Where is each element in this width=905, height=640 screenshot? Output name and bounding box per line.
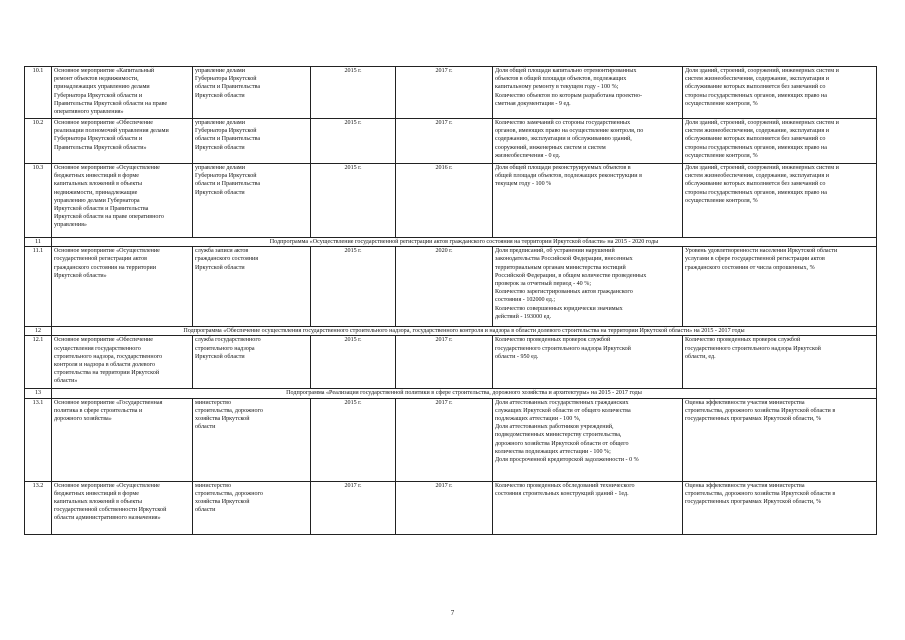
direct-result-line: подлежащих аттестации - 100 %, [495, 416, 581, 423]
event-name-line: ремонт объектов недвижимости, [54, 76, 139, 83]
event-name-line: Иркутской области на праве оперативного [54, 214, 164, 221]
direct-result-line: Доля просроченной кредиторской задолженности - 0 % [495, 457, 639, 464]
direct-result-line: Количество замечаний со стороны государственных [495, 120, 631, 126]
final-indicator-line: обслуживание которых выполняется без замечаний со [685, 181, 826, 188]
final-indicator-line: строительства, дорожного хозяйства Иркутской области в [685, 407, 836, 414]
executor-line: Иркутской области [195, 353, 245, 360]
table-row [25, 164, 877, 238]
event-name-line: Основное мероприятие «Осуществление [54, 482, 160, 489]
direct-result-line: Количество объектов по которым разработана проектно- [495, 92, 643, 99]
executor [193, 481, 311, 534]
final-indicator-line: гражданского состояния от числа опрошенных, % [685, 264, 815, 271]
direct-result [493, 164, 683, 238]
direct-result-line: состояния строительных конструкций зданий - 1ед. [495, 490, 629, 497]
end-year: 2017 г. [396, 398, 493, 481]
direct-result [493, 336, 683, 389]
final-indicator-line: Доля зданий, строений, сооружений, инженерных систем и [685, 120, 839, 126]
executor-line: Иркутской области [195, 92, 245, 99]
direct-result-line: Количество проведенных проверок службой [495, 337, 611, 344]
row-number: 10.1 [25, 67, 52, 119]
executor-line: области [195, 507, 216, 514]
executor-line: служба записи актов [195, 248, 249, 255]
executor-line: хозяйства Иркутской [195, 499, 250, 506]
direct-result-line: области - 950 ед. [495, 353, 539, 360]
event-name-line: бюджетных инвестиций в форме [54, 490, 139, 497]
executor-line: строительства, дорожного [195, 407, 263, 414]
row-number: 13.1 [25, 398, 52, 481]
event-name [52, 336, 193, 389]
direct-result-line: Доля предписаний, об устранении нарушений [495, 248, 615, 255]
executor-line: Иркутской области [195, 264, 245, 271]
final-indicator [683, 67, 877, 119]
subprogram-row [25, 238, 877, 247]
final-indicator-line: стороны государственных органов, имеющих право на [685, 189, 827, 196]
page-number: 7 [450, 609, 455, 617]
direct-result-line: органов, имеющих право на осуществление контроля, по [495, 128, 644, 135]
executor [193, 67, 311, 119]
table-row [25, 67, 877, 119]
direct-result-line: проверок за отчетный период - 40 %; [495, 281, 592, 288]
row-number: 12 [25, 327, 52, 336]
executor-line: области [195, 424, 216, 431]
table-row [25, 119, 877, 164]
final-indicator-line: Доля зданий, строений, сооружений, инженерных систем и [685, 165, 839, 171]
direct-result-line: состояния - 102000 ед.; [495, 297, 556, 304]
subprogram-title: Подпрограмма «Обеспечение осуществления государственного строительного надзора, государственного контроля и надзора в области долевого строительства на территории Иркутской области» на 2015 - 2017 годы [52, 327, 877, 336]
event-name-line: недвижимости, принадлежащие [54, 189, 138, 196]
table-row [25, 336, 877, 389]
final-indicator-line: области, ед. [685, 353, 716, 360]
final-indicator-line: осуществление контроля, % [685, 197, 758, 204]
direct-result-line: Доля аттестованных государственных гражданских [495, 399, 629, 406]
final-indicator-line: осуществление контроля, % [685, 100, 758, 107]
final-indicator [683, 398, 877, 481]
end-year: 2017 г. [396, 119, 493, 164]
executor-line: управление делами [195, 165, 246, 171]
direct-result-line: общей площади объектов, подлежащих реконструкции в [495, 173, 642, 180]
row-number: 11 [25, 238, 52, 247]
event-name-line: Правительства Иркутской области» [54, 144, 147, 151]
event-name [52, 398, 193, 481]
event-name-line: оперативного управления» [54, 109, 124, 116]
event-name-line: управлению делами Губернатора [54, 197, 140, 204]
event-name [52, 481, 193, 534]
final-indicator-line: систем жизнеобеспечения, содержание, эксплуатация и [685, 173, 829, 180]
executor-line: хозяйства Иркутской [195, 416, 250, 423]
direct-result-line: законодательства Российской Федерации, внесенных [495, 256, 633, 263]
executor-line: области и Правительства [195, 136, 261, 143]
final-indicator-line: услугами в сфере государственной регистрации актов [685, 256, 825, 263]
final-indicator-line: стороны государственных органов, имеющих право на [685, 144, 827, 151]
final-indicator-line: Количество проведенных проверок службой [685, 337, 801, 344]
event-name-line: контроля и надзора в области долевого [54, 362, 156, 369]
executor-line: строительства, дорожного [195, 490, 263, 497]
executor-line: министерство [195, 482, 232, 489]
final-indicator-line: Уровень удовлетворенности населения Иркутской области [685, 248, 838, 255]
row-number: 10.2 [25, 119, 52, 164]
final-indicator [683, 247, 877, 327]
event-name-line: дорожного хозяйства» [54, 416, 112, 423]
subprogram-row [25, 327, 877, 336]
executor-line: управление делами [195, 68, 246, 74]
table-row [25, 398, 877, 481]
start-year: 2015 г. [311, 336, 396, 389]
event-name-line: Основное мероприятие «Государственная [54, 399, 163, 406]
direct-result-line: жизнеобеспечения - 0 ед. [495, 152, 561, 159]
event-name-line: управления» [54, 222, 87, 229]
event-name-line: области административного назначения» [54, 515, 161, 522]
row-number: 13 [25, 389, 52, 398]
executor [193, 119, 311, 164]
subprogram-title: Подпрограмма «Реализация государственной политики в сфере строительства, дорожного хозяйства и архитектуры» на 2015 - 2017 годы [52, 389, 877, 398]
executor-line: области и Правительства [195, 84, 261, 91]
executor-line: министерство [195, 399, 232, 406]
event-name-line: бюджетных инвестиций в форме [54, 173, 139, 180]
end-year: 2017 г. [396, 67, 493, 119]
final-indicator-line: систем жизнеобеспечения, содержание, эксплуатация и [685, 76, 829, 83]
final-indicator-line: государственного строительного надзора Иркутской [685, 345, 821, 352]
direct-result [493, 67, 683, 119]
event-name [52, 67, 193, 119]
event-name-line: политика в сфере строительства и [54, 407, 143, 414]
event-name-line: капитальных вложений в объекты [54, 499, 143, 506]
direct-result-line: сметная документация - 9 ед. [495, 100, 571, 107]
event-name [52, 247, 193, 327]
final-indicator-line: осуществление контроля, % [685, 152, 758, 159]
final-indicator-line: обслуживание которых выполняется без замечаний со [685, 136, 826, 143]
direct-result-line: объектов в общей площади объектов, подлежащих [495, 76, 627, 83]
executor-line: гражданского состояния [195, 256, 259, 263]
event-name-line: Иркутской области» [54, 272, 107, 279]
row-number: 12.1 [25, 336, 52, 389]
event-name-line: строительства на территории Иркутской [54, 370, 160, 377]
start-year: 2015 г. [311, 119, 396, 164]
table-row [25, 481, 877, 534]
executor-line: Иркутской области [195, 189, 245, 196]
event-name-line: Губернатора Иркутской области и [54, 92, 143, 99]
direct-result [493, 119, 683, 164]
subprogram-title: Подпрограмма «Осуществление государственной регистрации актов гражданского состояния на территории Иркутской области» на 2015 - 2020 годы [52, 238, 877, 247]
start-year: 2017 г. [311, 481, 396, 534]
subprogram-row [25, 389, 877, 398]
direct-result-line: Количество проведенных обследований технического [495, 482, 635, 489]
executor [193, 398, 311, 481]
executor-line: служба государственного [195, 337, 261, 344]
executor-line: области и Правительства [195, 181, 261, 188]
event-name-line: Основное мероприятие «Осуществление [54, 248, 160, 255]
executor-line: Иркутской области [195, 144, 245, 151]
direct-result-line: капитальному ремонту в текущем году - 100 %; [495, 84, 619, 91]
event-name-line: реализации полномочий управления делами [54, 128, 169, 135]
direct-result-line: содержанию, эксплуатации и обслуживанию зданий, [495, 136, 632, 143]
event-name [52, 119, 193, 164]
event-name-line: области» [54, 378, 78, 385]
final-indicator-line: строительства, дорожного хозяйства Иркутской области в [685, 490, 836, 497]
executor [193, 336, 311, 389]
start-year: 2015 г. [311, 398, 396, 481]
final-indicator-line: стороны государственных органов, имеющих право на [685, 92, 827, 99]
direct-result [493, 398, 683, 481]
event-name-line: гражданского состояния на территории [54, 264, 157, 271]
event-name-line: Губернатора Иркутской области и [54, 136, 143, 143]
direct-result [493, 247, 683, 327]
event-name-line: строительного надзора, государственного [54, 353, 163, 360]
end-year: 2017 г. [396, 336, 493, 389]
final-indicator-line: Доля зданий, строений, сооружений, инженерных систем и [685, 68, 839, 74]
event-name-line: Иркутской области и Правительства [54, 206, 149, 213]
direct-result-line: Российской Федерации, в общем количестве проведенных [495, 272, 647, 279]
final-indicator-line: государственных программах Иркутской области, % [685, 416, 822, 423]
executor [193, 247, 311, 327]
program-table [24, 66, 877, 535]
direct-result-line: Количество совершенных юридически значимых [495, 305, 623, 312]
final-indicator-line: Оценка эффективности участия министерства [685, 399, 805, 406]
event-name-line: Правительства Иркутской области на праве [54, 100, 168, 107]
direct-result-line: Доля аттестованных работников учреждений, [495, 424, 614, 431]
direct-result-line: дорожного хозяйства Иркутской области от общего [495, 440, 629, 447]
final-indicator [683, 336, 877, 389]
table-row [25, 247, 877, 327]
direct-result-line: сооружений, инженерных систем и систем [495, 144, 606, 151]
executor-line: Губернатора Иркутской [195, 76, 257, 83]
executor-line: Губернатора Иркутской [195, 173, 257, 180]
end-year: 2016 г. [396, 164, 493, 238]
executor-line: строительного надзора [195, 345, 255, 352]
event-name-line: осуществления государственного [54, 345, 141, 352]
final-indicator [683, 481, 877, 534]
event-name-line: капитальных вложений в объекты [54, 181, 143, 188]
direct-result [493, 481, 683, 534]
direct-result-line: текущем году - 100 % [495, 181, 552, 188]
event-name [52, 164, 193, 238]
event-name-line: Основное мероприятие «Осуществление [54, 165, 160, 171]
end-year: 2017 г. [396, 481, 493, 534]
event-name-line: государственной собственности Иркутской [54, 507, 167, 514]
direct-result-line: количества подлежащих аттестации - 100 %; [495, 448, 611, 455]
end-year: 2020 г. [396, 247, 493, 327]
start-year: 2015 г. [311, 67, 396, 119]
final-indicator-line: государственных программах Иркутской области, % [685, 499, 822, 506]
start-year: 2015 г. [311, 247, 396, 327]
executor-line: Губернатора Иркутской [195, 128, 257, 135]
event-name-line: государственной регистрации актов [54, 256, 148, 263]
direct-result-line: государственного строительного надзора Иркутской [495, 345, 631, 352]
executor [193, 164, 311, 238]
event-name-line: Основное мероприятие «Капитальный [54, 68, 155, 74]
direct-result-line: Доля общей площади капитально отремонтированных [495, 68, 637, 74]
row-number: 11.1 [25, 247, 52, 327]
event-name-line: Основное мероприятие «Обеспечение [54, 337, 153, 344]
final-indicator-line: систем жизнеобеспечения, содержание, эксплуатация и [685, 128, 829, 135]
event-name-line: Основное мероприятие «Обеспечение [54, 120, 153, 126]
direct-result-line: Количество зарегистрированных актов гражданского [495, 289, 633, 296]
final-indicator [683, 164, 877, 238]
row-number: 10.3 [25, 164, 52, 238]
final-indicator [683, 119, 877, 164]
final-indicator-line: обслуживание которых выполняется без замечаний со [685, 84, 826, 91]
final-indicator-line: Оценка эффективности участия министерства [685, 482, 805, 489]
event-name-line: принадлежащих управлению делами [54, 84, 150, 91]
direct-result-line: служащих Иркутской области от общего количества [495, 407, 631, 414]
direct-result-line: Доля общей площади реконструируемых объектов в [495, 165, 631, 171]
row-number: 13.2 [25, 481, 52, 534]
direct-result-line: действий - 193000 ед. [495, 313, 551, 320]
start-year: 2015 г. [311, 164, 396, 238]
direct-result-line: подведомственных министерству строительства, [495, 432, 622, 439]
executor-line: управление делами [195, 120, 246, 126]
direct-result-line: территориальным органам министерства юстиций [495, 264, 626, 271]
